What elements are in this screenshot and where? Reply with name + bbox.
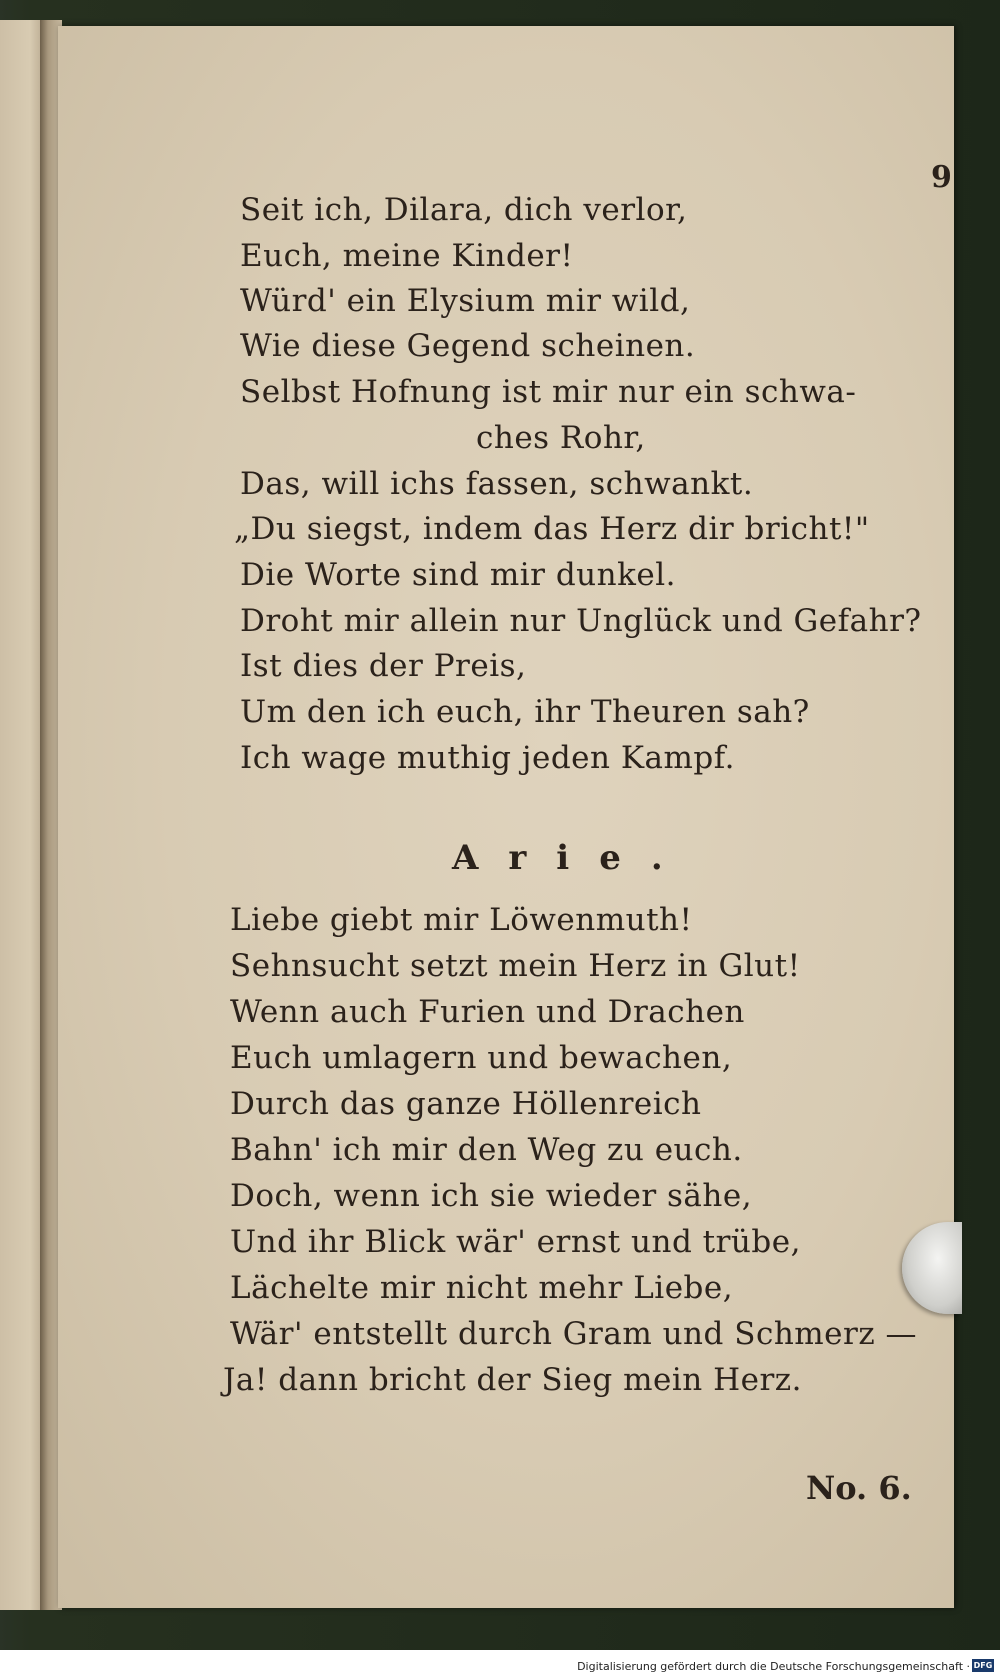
aria-heading: Arie. [452,838,693,878]
verse-line: Selbst Hofnung ist mir nur ein schwa- [240,374,857,410]
verse-line: Lächelte mir nicht mehr Liebe, [230,1270,734,1306]
verse-line: Und ihr Blick wär' ernst und trübe, [230,1224,801,1260]
verse-line: Seit ich, Dilara, dich verlor, [240,192,688,228]
verse-line: Wär' entstellt durch Gram und Schmerz — [230,1316,918,1352]
verse-line: „Du siegst, indem das Herz dir bricht!" [234,511,870,547]
verse-line: Bahn' ich mir den Weg zu euch. [230,1132,743,1168]
verse-line: Durch das ganze Höllenreich [230,1086,702,1122]
verse-line: Wenn auch Furien und Drachen [230,994,745,1030]
verse-line: Ich wage muthig jeden Kampf. [240,740,735,776]
previous-page-edge [0,20,44,1610]
verse-line: Droht mir allein nur Unglück und Gefahr? [240,603,922,639]
verse-line: Wie diese Gegend scheinen. [240,328,696,364]
verse-line: Ja! dann bricht der Sieg mein Herz. [223,1362,802,1398]
page-number: 9 [931,160,952,195]
verse-line: Liebe giebt mir Löwenmuth! [230,902,693,938]
verse-line: Um den ich euch, ihr Theuren sah? [240,694,810,730]
verse-line: Euch, meine Kinder! [240,238,574,274]
verse-line: Ist dies der Preis, [240,648,527,684]
footer-credit: Digitalisierung gefördert durch die Deutsche Forschungsgemeinschaft · [577,1660,970,1673]
verse-line: Würd' ein Elysium mir wild, [240,283,691,319]
verse-line-continuation: ches Rohr, [476,420,646,456]
book-page [58,26,954,1608]
verse-line: Sehnsucht setzt mein Herz in Glut! [230,948,801,984]
verse-line: Das, will ichs fassen, schwankt. [240,466,754,502]
verse-line: Die Worte sind mir dunkel. [240,557,677,593]
dfg-logo-icon: DFG [973,1661,993,1670]
verse-line: Doch, wenn ich sie wieder sähe, [230,1178,753,1214]
verse-line: Euch umlagern und bewachen, [230,1040,733,1076]
catchword: No. 6. [806,1469,912,1507]
